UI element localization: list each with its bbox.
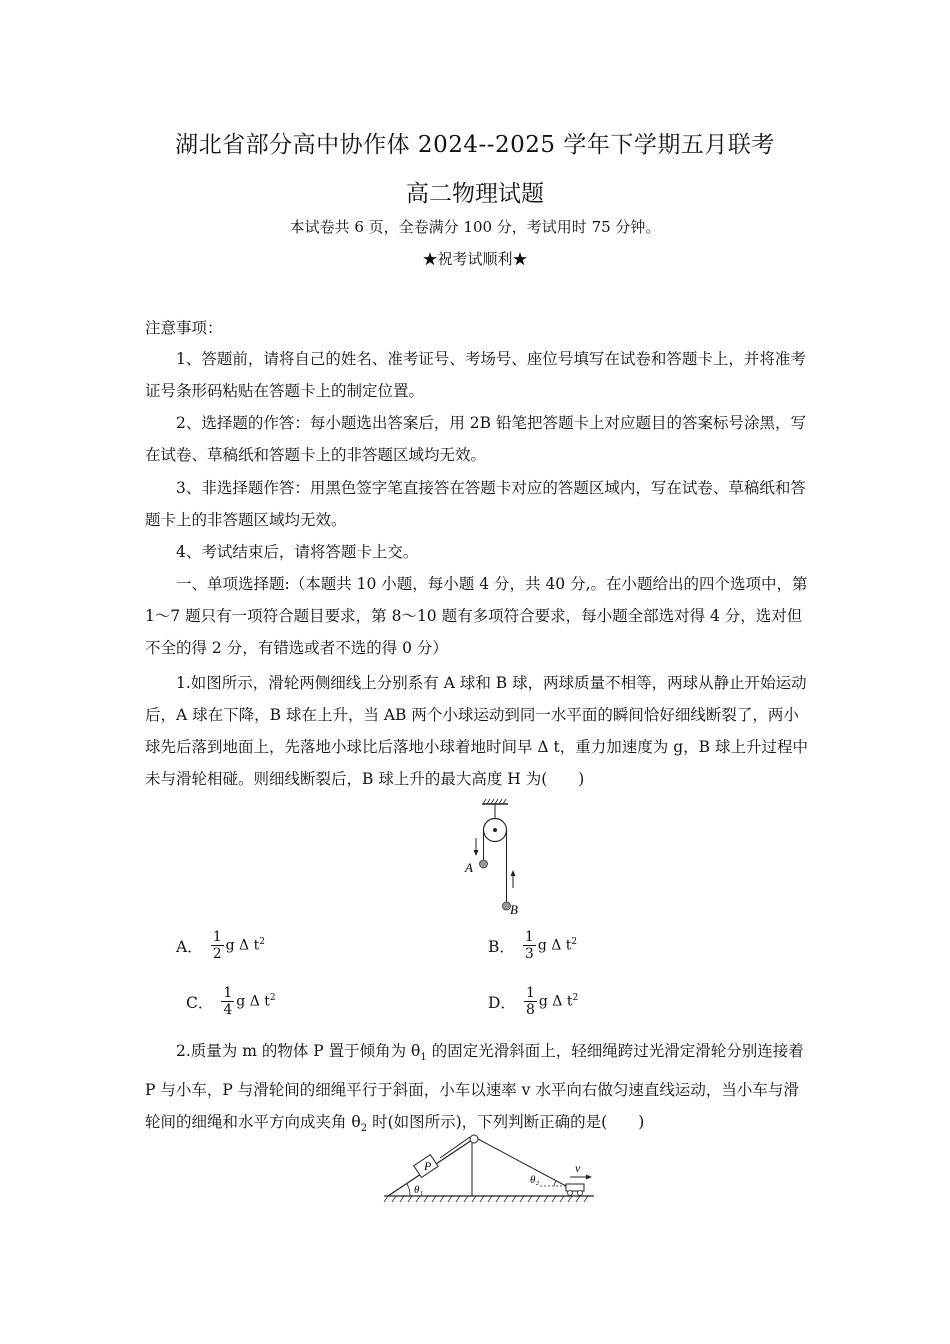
arrow-down-icon <box>474 850 479 856</box>
question-1-text: 1.如图所示，滑轮两侧细线上分别系有 A 球和 B 球，两球质量不相等，两球从静止开始运动后，A 球在下降，B 球在上升，当 AB 两个小球运动到同一水平面的瞬间恰好细线断裂了，两小球先后落到地面上，先落地小球比后落地小球着地时间早 Δ t，重力加速度为 g，B 球上升过程中未与滑轮相碰。则细线断裂后，B 球上升的最大高度 H 为( ) <box>145 674 808 788</box>
ball-a <box>480 860 488 868</box>
option-b[interactable] <box>488 929 577 962</box>
exam-title: 湖北省部分高中协作体 2024--2025 学年下学期五月联考 <box>175 132 775 158</box>
ground-hatch <box>384 1196 588 1202</box>
option-c-label: C． <box>186 993 214 1012</box>
notice-heading: 注意事项： <box>145 319 223 337</box>
option-a-fraction: $\frac{1}{2}$ <box>212 929 222 962</box>
cart-body <box>566 1184 584 1191</box>
option-a[interactable] <box>176 929 265 962</box>
notice-item-4: 4、考试结束后，请将答题卡上交。 <box>176 543 419 561</box>
label-b: B <box>510 902 518 917</box>
velocity-arrow-icon <box>586 1175 592 1180</box>
label-theta2: θ₂ <box>530 1174 540 1186</box>
incline-figure <box>380 1130 600 1212</box>
label-a: A <box>465 860 473 875</box>
option-c-expr: g Δ $t^2$ <box>236 993 276 1010</box>
pulley-figure <box>455 798 535 920</box>
option-b-fraction: $\frac{1}{3}$ <box>524 929 534 962</box>
option-a-expr: g Δ $t^2$ <box>225 937 265 954</box>
label-p: P <box>424 1159 432 1173</box>
section-1-intro: 一、单项选择题:（本题共 10 小题，每小题 4 分，共 40 分,。在小题给出的四个选项中，第 1～7 题只有一项符合题目要求，第 8～10 题有多项符合要求，每小题全部选对得 4 分，选对但不全的得 2 分，有错选或者不选的得 0 分） <box>145 575 808 657</box>
rope-cart <box>478 1139 566 1186</box>
label-theta1: θ₁ <box>414 1184 424 1196</box>
option-d[interactable] <box>488 985 578 1018</box>
exam-subtitle: 高二物理试题 <box>406 181 544 207</box>
angle-arc-2 <box>554 1181 556 1186</box>
notice-item-1: 1、答题前，请将自己的姓名、准考证号、考场号、座位号填写在试卷和答题卡上，并将准考证号条形码粘贴在答题卡上的制定位置。 <box>145 350 806 400</box>
notice-item-3: 3、非选择题作答：用黑色签字笔直接答在答题卡对应的答题区域内，写在试卷、草稿纸和答题卡上的非答题区域均无效。 <box>145 479 806 529</box>
option-d-expr: g Δ $t^2$ <box>538 993 579 1010</box>
option-c[interactable] <box>186 985 276 1018</box>
pulley-axle <box>493 828 497 832</box>
option-c-fraction: $\frac{1}{4}$ <box>223 985 233 1018</box>
rope-incline <box>440 1137 470 1158</box>
pulley-wheel-2 <box>470 1135 478 1143</box>
notice-item-2: 2、选择题的作答：每小题选出答案后，用 2B 铅笔把答题卡上对应题目的答案标号涂黑，写在试卷、草稿纸和答题卡上的非答题区域均无效。 <box>145 414 806 464</box>
angle-arc-1 <box>407 1184 410 1196</box>
option-d-label: D． <box>488 993 516 1012</box>
arrow-up-icon <box>511 870 516 876</box>
option-b-label: B． <box>488 937 515 956</box>
cart-wheel-right <box>578 1191 583 1196</box>
cart-wheel-left <box>568 1191 573 1196</box>
label-v: v <box>575 1161 581 1175</box>
option-a-label: A． <box>176 937 203 956</box>
question-2-text: 2.质量为 m 的物体 P 置于倾角为 $\theta_1$ 的固定光滑斜面上，轻细绳跨过光滑定滑轮分别连接着 P 与小车，P 与滑轮间的细绳平行于斜面，小车以速率 v 水平向右做匀速直线运动，当小车与滑轮间的细绳和水平方向成夹角 $\theta_2$ 时(如图所示)，下列判断正确的是( ) <box>145 1042 804 1135</box>
option-d-fraction: $\frac{1}{8}$ <box>525 985 535 1018</box>
exam-info: 本试卷共 6 页，全卷满分 100 分，考试用时 75 分钟。 <box>289 218 661 236</box>
exam-wish: ★祝考试顺利★ <box>422 250 528 268</box>
option-b-expr: g Δ $t^2$ <box>537 937 578 954</box>
